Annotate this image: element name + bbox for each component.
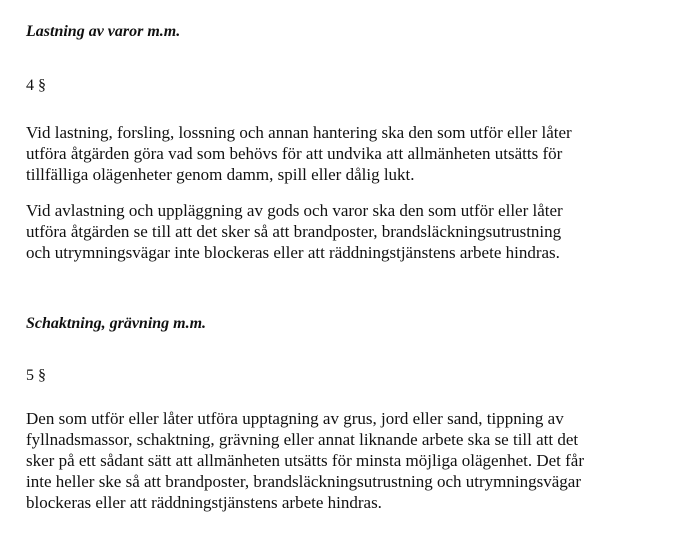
text-line: fyllnadsmassor, schaktning, grävning eller annat liknande arbete ska se till att det <box>26 430 579 449</box>
text-line: Vid avlastning och uppläggning av gods och varor ska den som utför eller låter <box>26 201 563 220</box>
text-line: utföra åtgärden se till att det sker så att brandposter, brandsläckningsutrustning <box>26 222 562 241</box>
text-line: och utrymningsvägar inte blockeras eller att räddningstjänstens arbete hindras. <box>26 243 560 262</box>
text-line: utföra åtgärden göra vad som behövs för att undvika att allmänheten utsätts för <box>26 144 563 163</box>
section-heading-lastning: Lastning av varor m.m. <box>26 23 181 40</box>
text-line: Vid lastning, forsling, lossning och annan hantering ska den som utför eller låter <box>26 123 572 142</box>
paragraph-number-5: 5 § <box>26 367 46 384</box>
text-line: inte heller ske så att brandposter, brandsläckningsutrustning och utrymningsvägar <box>26 472 581 491</box>
text-line: blockeras eller att räddningstjänstens arbete hindras. <box>26 493 382 512</box>
body-paragraph-5-1 <box>26 408 584 513</box>
paragraph-number-4: 4 § <box>26 77 46 94</box>
section-heading-schaktning: Schaktning, grävning m.m. <box>26 315 207 332</box>
text-line: tillfälliga olägenheter genom damm, spill eller dålig lukt. <box>26 165 415 184</box>
text-line: sker på ett sådant sätt att allmänheten utsätts för minsta möjliga olägenhet. Det får <box>26 451 584 470</box>
text-line: Den som utför eller låter utföra upptagning av grus, jord eller sand, tippning av <box>26 409 564 428</box>
body-paragraph-4-1 <box>26 122 572 185</box>
body-paragraph-4-2 <box>26 200 563 263</box>
